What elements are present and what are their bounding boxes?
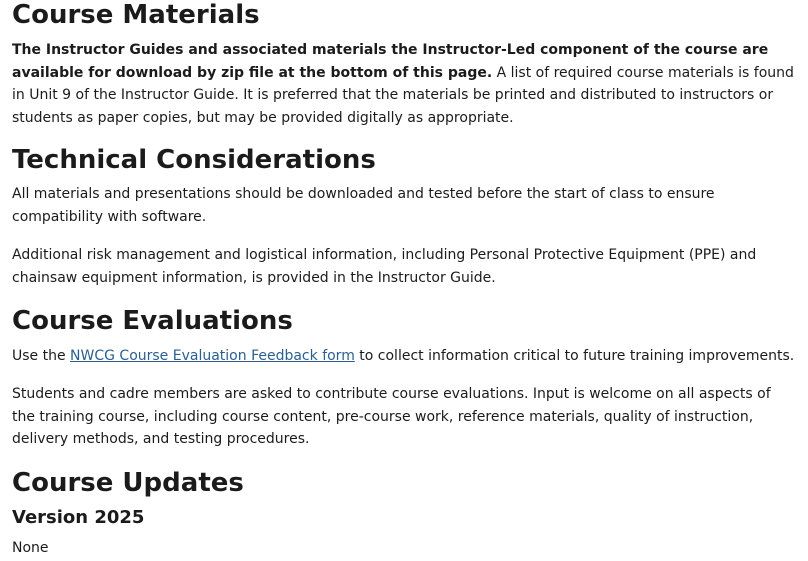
course-evaluations-paragraph-1 [12,345,796,368]
course-materials-paragraph [12,39,796,129]
feedback-form-link[interactable]: NWCG Course Evaluation Feedback form [70,348,355,364]
technical-considerations-paragraph-1: All materials and presentations should be downloaded and tested before the start of class to ensure compatibility with software. [12,186,715,225]
course-evaluations-paragraph-2: Students and cadre members are asked to contribute course evaluations. Input is welcome on all aspects of the training course, including course content, pre-course work, reference materials, quality of instruction, delivery methods, and testing procedures. [12,386,771,447]
technical-considerations-paragraph-2: Additional risk management and logistical information, including Personal Protective Equipment (PPE) and chainsaw equipment information, is provided in the Instructor Guide. [12,247,757,286]
course-materials-heading: Course Materials [12,0,260,30]
course-updates-heading: Course Updates [12,468,244,498]
course-materials-intro-bold: The Instructor Guides and associated materials the Instructor-Led component of the course are available for download by zip file at the bottom of this page. [12,42,769,81]
feedback-sentence-suffix: to collect information critical to future training improvements. [354,348,795,364]
technical-considerations-heading: Technical Considerations [12,145,376,175]
version-heading: Version 2025 [12,507,145,528]
course-evaluations-heading: Course Evaluations [12,306,293,336]
version-notes: None [12,540,49,556]
feedback-sentence-prefix: Use the [12,348,71,364]
course-materials-intro-text: A list of required course materials is found in Unit 9 of the Instructor Guide. It is preferred that the materials be printed and distributed to instructors or students as paper copies, but may be provided digitally as appropriate. [12,64,794,126]
